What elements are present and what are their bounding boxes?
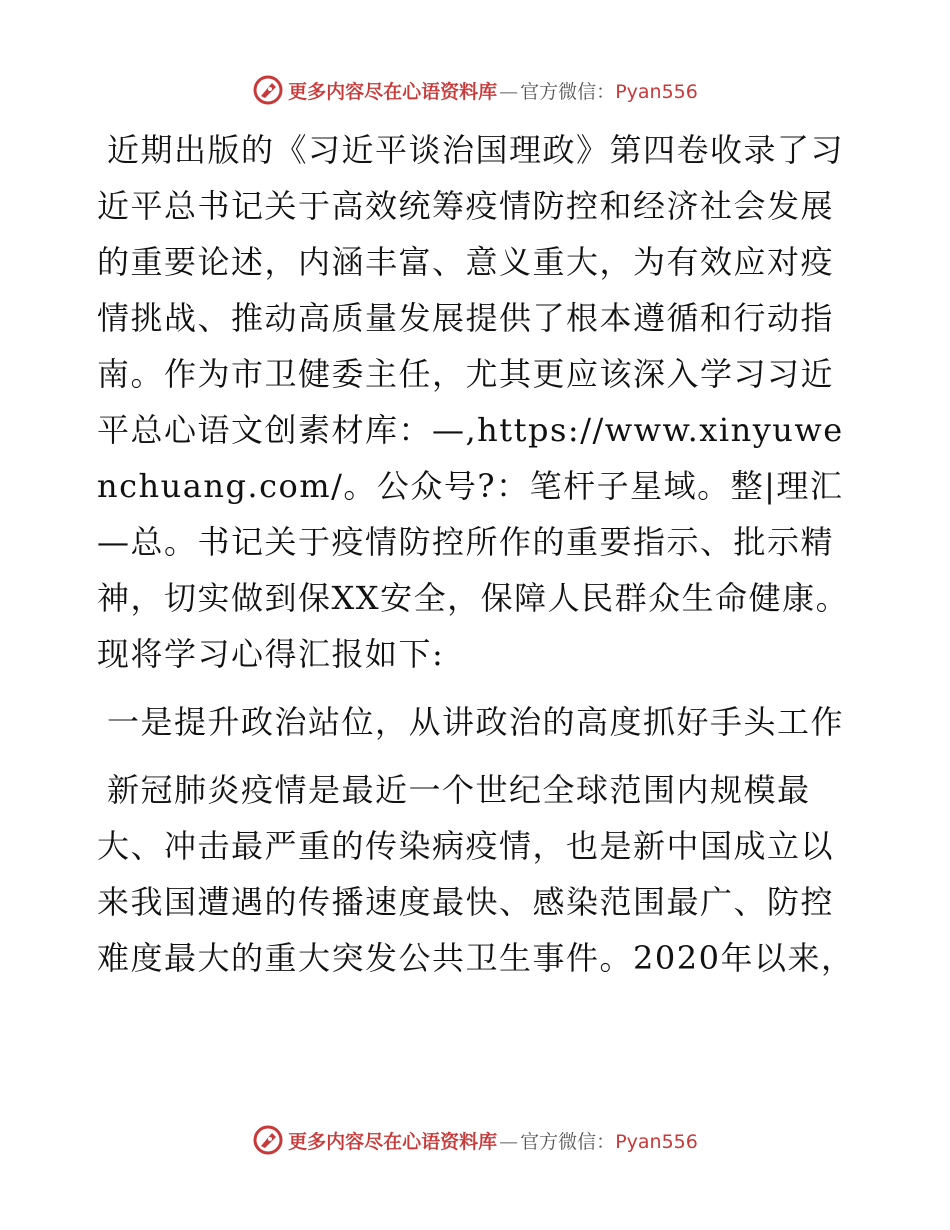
banner-main-text: 更多内容尽在心语资料库: [288, 1130, 498, 1153]
paragraph-intro: 近期出版的《习近平谈治国理政》第四卷收录了习近平总书记关于高效统筹疫情防控和经济社会发展的重要论述，内涵丰富、意义重大，为有效应对疫情挑战、推动高质量发展提供了根本遵循和行动指南。作为市卫健委主任，尤其更应该深入学习习近平总心语文创素材库：—,https://www.xinyuwenchuang.com/。公众号?：笔杆子星域。整|理汇—总。书记关于疫情防控所作的重要指示、批示精神，切实做到保XX安全，保障人民群众生命健康。现将学习心得汇报如下:: [97, 131, 850, 673]
banner-wechat-id: Pyan556: [615, 80, 698, 103]
banner-wechat-id: Pyan556: [615, 1130, 698, 1153]
banner-official-label: 官方微信：: [520, 1130, 616, 1153]
header-banner: [0, 70, 950, 110]
banner-official-label: 官方微信：: [520, 80, 616, 103]
banner-text: [288, 77, 698, 104]
paragraph-pandemic: 新冠肺炎疫情是最近一个世纪全球范围内规模最大、冲击最严重的传染病疫情，也是新中国成立以来我国遭遇的传播速度最快、感染范围最广、防控难度最大的重大突发公共卫生事件。2020年以来，: [97, 771, 855, 977]
banner-text: [288, 1127, 698, 1154]
pen-nib-logo-icon: [252, 74, 284, 106]
banner-main-text: 更多内容尽在心语资料库: [288, 80, 498, 103]
pen-nib-logo-icon: [252, 1124, 284, 1156]
document-body: [97, 122, 857, 986]
section-heading-1: 一是提升政治站位，从讲政治的高度抓好手头工作: [107, 703, 845, 741]
banner-separator: —: [499, 1130, 519, 1153]
banner-separator: —: [499, 80, 519, 103]
footer-banner: [0, 1120, 950, 1160]
